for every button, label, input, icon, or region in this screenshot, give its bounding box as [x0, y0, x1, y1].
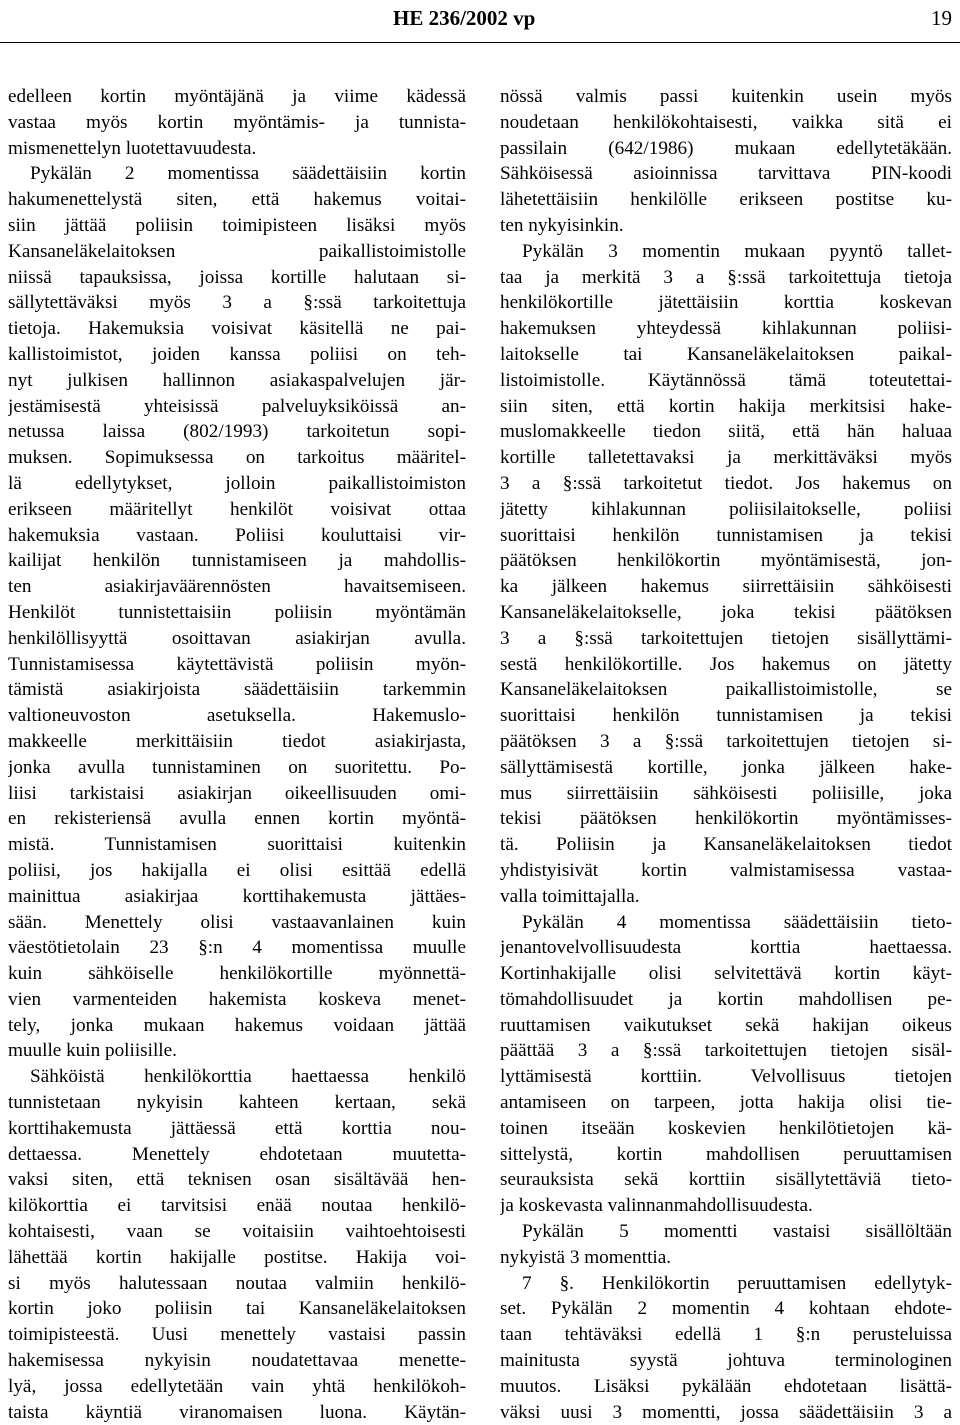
text-line: listoimistolle. Käytännössä tämä toteutettai-: [500, 369, 952, 391]
text-line: toimipisteestä. Uusi menettely vastaisi passin: [8, 1324, 466, 1346]
text-line: muutos. Lisäksi pykälään ehdotetaan lisättä-: [500, 1375, 952, 1397]
text-line: niissä tapauksissa, joissa kortille halutaan si-: [8, 266, 466, 288]
page-header: [0, 6, 960, 36]
text-line: vastaa myös kortin myöntämis- ja tunnista-: [8, 111, 466, 133]
text-line: Pykälän 4 momentissa säädettäisiin tieto-: [522, 911, 952, 933]
text-line: si myös halutessaan noutaa valmiin henkilö-: [8, 1272, 466, 1294]
text-line: dettaessa. Menettely ehdotetaan muutetta-: [8, 1143, 466, 1165]
text-line: väestötietolain 23 §:n 4 momentissa muulle: [8, 937, 466, 959]
text-line: seurauksista sekä korttiin sisällytettäviä tieto-: [500, 1169, 952, 1191]
text-line: tunnistetaan nykyisin kahteen kertaan, sekä: [8, 1092, 466, 1114]
text-line: valtioneuvoston asetuksella. Hakemuslo-: [8, 705, 466, 727]
text-line: Tunnistamisessa käytettävistä poliisin myön-: [8, 653, 466, 675]
text-line: nykyistä 3 momenttia.: [500, 1246, 672, 1268]
text-line: antamiseen on tarpeen, jotta hakija olisi tie-: [500, 1092, 952, 1114]
text-line: Kortinhakijalle olisi selvitettävä kortin käyt-: [500, 963, 952, 985]
text-line: nössä valmis passi kuitenkin usein myös: [500, 86, 952, 107]
text-line: kilökorttia ei tarvitsisi enää noutaa henkilö-: [8, 1195, 466, 1217]
text-line: Henkilöt tunnistettaisiin poliisin myöntämän: [8, 601, 466, 623]
text-line: tömahdollisuudet ja kortin mahdollisen pe-: [500, 988, 952, 1010]
text-line: kuin sähköiselle henkilökortille myönnettä-: [8, 963, 466, 985]
text-line: ten asiakirjaväärennösten havaitsemiseen.: [8, 576, 466, 598]
text-line: korttihakemusta jättäessä että korttia nou-: [8, 1117, 466, 1139]
text-line: mainittua asiakirjaa korttihakemusta jättäes-: [8, 885, 466, 907]
text-line: toinen itseään koskevien henkilötietojen kä-: [500, 1117, 952, 1139]
text-line: set. Pykälän 2 momentin 4 kohtaan ehdote-: [500, 1298, 952, 1320]
text-line: sittelystä, kortin mahdollisen peruuttamisen: [500, 1143, 952, 1165]
text-line: taa ja merkitä 3 a §:ssä tarkoitettuja tietoja: [500, 266, 952, 288]
text-line: jonka avulla tunnistaminen on suoritettu. Po-: [8, 756, 466, 778]
text-line: makkeelle merkittäisiin tiedot asiakirjasta,: [8, 730, 466, 752]
text-line: muslomakkeelle tiedon siitä, että hän haluaa: [500, 421, 952, 443]
text-line: suorittaisi henkilön tunnistamisen ja tekisi: [500, 705, 952, 727]
text-line: mistä. Tunnistamisen suorittaisi kuitenkin: [8, 834, 466, 856]
text-line: Pykälän 2 momentissa säädettäisiin kortin: [30, 163, 466, 185]
text-line: henkilökortille jätettäisiin korttia koskevan: [500, 292, 952, 314]
text-line: lyttämisestä korttiin. Velvollisuus tietojen: [500, 1066, 952, 1088]
text-line: ten nykyisinkin.: [500, 214, 624, 236]
text-line: tely, jonka mukaan hakemus voidaan jättää: [8, 1014, 466, 1036]
text-line: jenantovelvollisuudesta korttia haettaessa.: [500, 937, 952, 959]
left-column: [8, 84, 466, 1425]
text-line: passilain (642/1986) mukaan edellytetäkään.: [500, 137, 952, 159]
text-line: suorittaisi henkilön tunnistamisen ja tekisi: [500, 524, 952, 546]
text-line: jestämisestä yhteisissä palveluyksiköissä an-: [8, 395, 466, 417]
text-line: lähetettäisiin henkilölle erikseen postitse ku-: [500, 189, 952, 211]
text-line: henkilöllisyyttä osoittavan asiakirjan avulla.: [8, 627, 466, 649]
text-line: Kansaneläkelaitokselle, joka tekisi päätöksen: [500, 601, 952, 623]
text-line: hakemuksen yhteydessä kihlakunnan poliisi-: [500, 318, 952, 340]
text-line: päätöksen 3 a §:ssä tarkoitettujen tietojen si-: [500, 730, 952, 752]
text-line: väksi uusi 3 momentti, jossa säädettäisiin 3 a: [500, 1401, 952, 1423]
text-line: jätetty kihlakunnan poliisilaitokselle, poliisi: [500, 498, 952, 520]
text-line: lähettää kortin hakijalle postitse. Hakija voi-: [8, 1246, 466, 1268]
text-line: vaksi siten, että teknisen osan sisältävää hen-: [8, 1169, 466, 1191]
text-line: sällytettäväksi myös 3 a §:ssä tarkoitettuja: [8, 292, 466, 314]
text-line: kallistoimistot, joiden kanssa poliisi on teh-: [8, 343, 466, 365]
text-line: tämistä asiakirjoista säädettäisiin tarkemmin: [8, 679, 466, 701]
text-line: lyä, jossa edellytetään vain yhtä henkilökoh-: [8, 1375, 466, 1397]
text-line: mismenettelyn luotettavuudesta.: [8, 137, 257, 159]
text-line: liisi tarkistaisi asiakirjan oikeellisuuden omi-: [8, 782, 466, 804]
text-line: mainitusta syystä johtuva terminologinen: [500, 1350, 952, 1372]
text-line: poliisi, jos hakijalla ei olisi esittää edellä: [8, 859, 466, 881]
header-divider: [0, 42, 960, 43]
text-line: lä edellytykset, jolloin paikallistoimiston: [8, 472, 466, 494]
text-line: valla toimittajalla.: [500, 885, 640, 907]
text-line: 3 a §:ssä tarkoitettujen tietojen sisällyttämi-: [500, 627, 952, 649]
text-line: ruuttamisen vaikutukset sekä hakijan oikeus: [500, 1014, 952, 1036]
text-line: Kansaneläkelaitoksen paikallistoimistolle, se: [500, 679, 952, 701]
right-column: [500, 84, 952, 1425]
text-line: kortille talletettavaksi ja merkittäväksi myös: [500, 447, 952, 469]
text-line: netussa laissa (802/1993) tarkoitetun sopi-: [8, 421, 466, 443]
text-line: noudetaan henkilökohtaisesti, vaikka sitä ei: [500, 111, 952, 133]
text-line: sestä henkilökortille. Jos hakemus on jätetty: [500, 653, 952, 675]
document-title: HE 236/2002 vp: [393, 6, 536, 30]
text-line: päätöksen henkilökortin myöntämisestä, jon-: [500, 550, 952, 572]
text-line: 7 §. Henkilökortin peruuttamisen edellytyk-: [522, 1272, 952, 1294]
page-number: 19: [931, 6, 952, 30]
text-line: edelleen kortin myöntäjänä ja viime kädessä: [8, 86, 466, 107]
text-line: tä. Poliisin ja Kansaneläkelaitoksen tiedot: [500, 834, 952, 856]
text-line: ka jälkeen hakemus siirrettäisiin sähköisesti: [500, 576, 952, 598]
text-line: ja koskevasta valinnanmahdollisuudesta.: [500, 1195, 813, 1217]
text-line: Sähköisessä asioinnissa tarvittava PIN-koodi: [500, 163, 952, 185]
text-line: taista käyntiä viranomaisen luona. Käytän-: [8, 1401, 466, 1423]
text-line: hakemuksia vastaan. Poliisi kouluttaisi vir-: [8, 524, 466, 546]
text-line: Sähköistä henkilökorttia haettaessa henkilö: [30, 1066, 466, 1088]
text-line: yhdistyisivät kortin valmistamisessa vastaa-: [500, 859, 952, 881]
text-line: muulle kuin poliisille.: [8, 1040, 177, 1062]
text-line: tekisi päätöksen henkilökortin myöntämisses-: [500, 808, 952, 830]
text-line: kailijat henkilön tunnistamiseen ja mahdollis-: [8, 550, 466, 572]
text-line: mus siirrettäisiin sähköisesti poliisille, joka: [500, 782, 952, 804]
text-line: nyt julkisen hallinnon asiakaspalvelujen jär-: [8, 369, 466, 391]
text-line: taan tehtäväksi edellä 1 §:n perusteluissa: [500, 1324, 952, 1346]
text-line: laitokselle tai Kansaneläkelaitoksen paikal-: [500, 343, 952, 365]
text-line: siin jättää poliisin toimipisteen lisäksi myös: [8, 214, 466, 236]
text-line: Pykälän 5 momentti vastaisi sisällöltään: [522, 1221, 952, 1243]
text-line: hakumenettelystä siten, että hakemus voitai-: [8, 189, 466, 211]
text-line: vien varmenteiden hakemista koskeva menet-: [8, 988, 466, 1010]
text-line: sällyttämisestä kortille, jonka jälkeen hake-: [500, 756, 952, 778]
text-line: kohtaisesti, vaan se voitaisiin vaihtoehtoisesti: [8, 1221, 466, 1243]
text-line: päättää 3 a §:ssä tarkoitettujen tietojen sisäl-: [500, 1040, 952, 1062]
text-line: tietoja. Hakemuksia voisivat käsitellä ne pai-: [8, 318, 466, 340]
text-line: erikseen määritellyt henkilöt voisivat ottaa: [8, 498, 466, 520]
text-line: 3 a §:ssä tarkoitetut tiedot. Jos hakemus on: [500, 472, 952, 494]
text-line: siin siten, että kortin hakija merkitsisi hake-: [500, 395, 952, 417]
text-line: Pykälän 3 momentin mukaan pyyntö tallet-: [522, 240, 952, 262]
text-line: hakemisessa nykyisin noudatettavaa menette-: [8, 1350, 466, 1372]
text-line: sään. Menettely olisi vastaavanlainen kuin: [8, 911, 466, 933]
text-line: muksen. Sopimuksessa on tarkoitus määritel-: [8, 447, 466, 469]
text-line: en rekisteriensä avulla ennen kortin myöntä-: [8, 808, 466, 830]
text-line: Kansaneläkelaitoksen paikallistoimistolle: [8, 240, 466, 262]
text-line: kortin joko poliisin tai Kansaneläkelaitoksen: [8, 1298, 466, 1320]
